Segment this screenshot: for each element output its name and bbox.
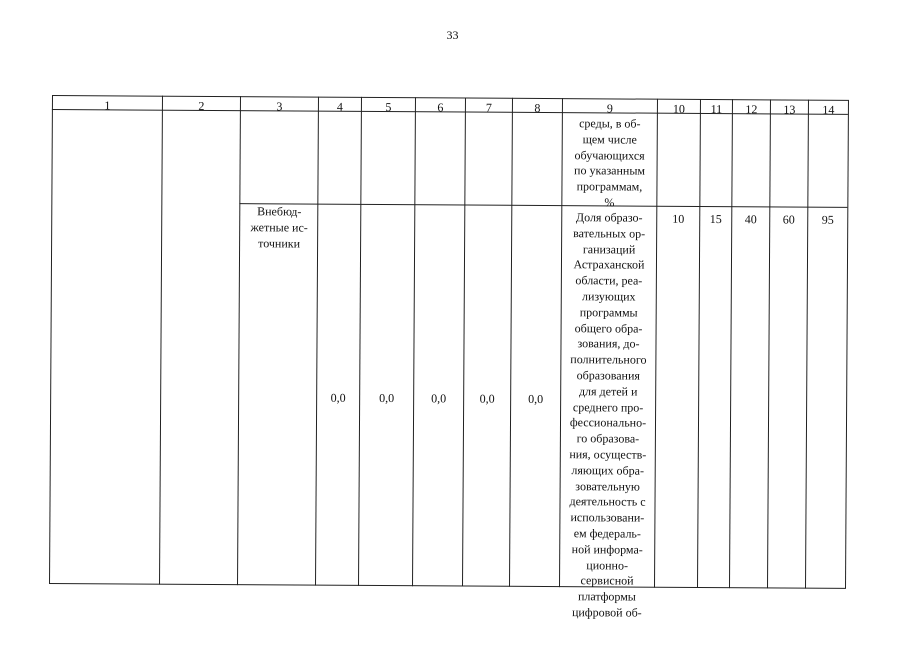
- text-line: щем числе: [582, 132, 637, 147]
- column-header: 9: [606, 101, 613, 116]
- text-line: цифровой об-: [571, 605, 642, 620]
- target-value: 60: [782, 212, 795, 227]
- text-line: для детей и: [578, 383, 638, 399]
- column-header: 4: [336, 99, 343, 114]
- text-line: фессионально-: [569, 415, 647, 430]
- col-border-12: [767, 99, 771, 588]
- text-line: полнительного: [570, 352, 647, 367]
- col-border-1: [159, 96, 163, 585]
- text-line: вательных ор-: [573, 225, 646, 241]
- text-line: ния, осуществ-: [569, 447, 647, 462]
- text-line: среднего про-: [572, 399, 644, 415]
- column-header: 6: [437, 100, 444, 115]
- col-border-10: [697, 99, 701, 588]
- col-border-4: [358, 97, 362, 586]
- funding-value: 0,0: [528, 391, 544, 407]
- text-line: платформы: [577, 589, 636, 604]
- text-line: го образова-: [576, 431, 640, 446]
- text-line: среды, в об-: [579, 116, 641, 131]
- table-bottom-border: [49, 583, 845, 589]
- column-header: 5: [385, 100, 392, 115]
- col-border-7: [509, 98, 513, 587]
- col-border-14: [845, 100, 849, 589]
- target-value: 10: [672, 211, 685, 226]
- text-line: программам,: [576, 179, 643, 194]
- funding-source-cell: [241, 203, 317, 251]
- text-line: Внебюд-: [257, 204, 302, 219]
- text-line: точники: [258, 236, 301, 251]
- text-line: сервисной: [580, 573, 634, 588]
- target-value: 15: [709, 212, 722, 227]
- text-line: ем федераль-: [573, 526, 641, 541]
- col-border-3: [315, 97, 319, 586]
- row-divider: [239, 203, 847, 208]
- text-line: ляющих обра-: [571, 462, 645, 478]
- column-header: 7: [485, 100, 492, 115]
- column-header: 12: [745, 102, 758, 117]
- col-border-5: [412, 97, 416, 586]
- text-line: деятельность с: [569, 494, 646, 509]
- column-header: 11: [710, 102, 723, 117]
- column-header: 1: [104, 98, 111, 113]
- funding-value: 0,0: [379, 391, 395, 406]
- text-line: лизующих: [581, 289, 636, 304]
- text-line: ганизаций: [582, 241, 636, 257]
- target-value: 95: [821, 212, 834, 227]
- text-line: ной информа-: [571, 541, 643, 557]
- col-border-6: [462, 98, 466, 587]
- page-number: 33: [446, 28, 459, 42]
- target-value: 40: [744, 212, 757, 227]
- text-line: области, реа-: [575, 273, 643, 288]
- text-line: %: [604, 195, 615, 210]
- indicator-cell: [561, 210, 656, 621]
- column-header: 2: [198, 98, 205, 113]
- column-header: 14: [822, 102, 835, 117]
- col-border-2: [237, 96, 241, 585]
- text-line: зовательную: [575, 478, 640, 494]
- funding-value: 0,0: [479, 391, 495, 406]
- col-border-0: [49, 95, 53, 584]
- text-line: ционно-: [586, 557, 629, 573]
- column-header: 13: [783, 102, 796, 117]
- text-line: жетные ис-: [250, 220, 308, 235]
- text-line: использовани-: [570, 510, 645, 525]
- funding-value: 0,0: [431, 391, 447, 406]
- text-line: программы: [579, 305, 638, 320]
- column-header: 8: [534, 100, 541, 115]
- indicator-continued-cell: [563, 116, 656, 211]
- text-line: зования, до-: [577, 336, 640, 351]
- text-line: образования: [576, 368, 640, 383]
- text-line: по указанным: [574, 163, 646, 179]
- text-line: Доля образо-: [575, 210, 643, 225]
- col-border-13: [805, 100, 809, 589]
- column-header: 10: [672, 101, 685, 116]
- col-border-11: [729, 99, 733, 588]
- text-line: Астраханской: [573, 257, 645, 273]
- funding-value: 0,0: [330, 390, 346, 405]
- text-line: общего обра-: [574, 320, 643, 336]
- column-header: 3: [276, 99, 283, 114]
- text-line: обучающихся: [574, 147, 645, 163]
